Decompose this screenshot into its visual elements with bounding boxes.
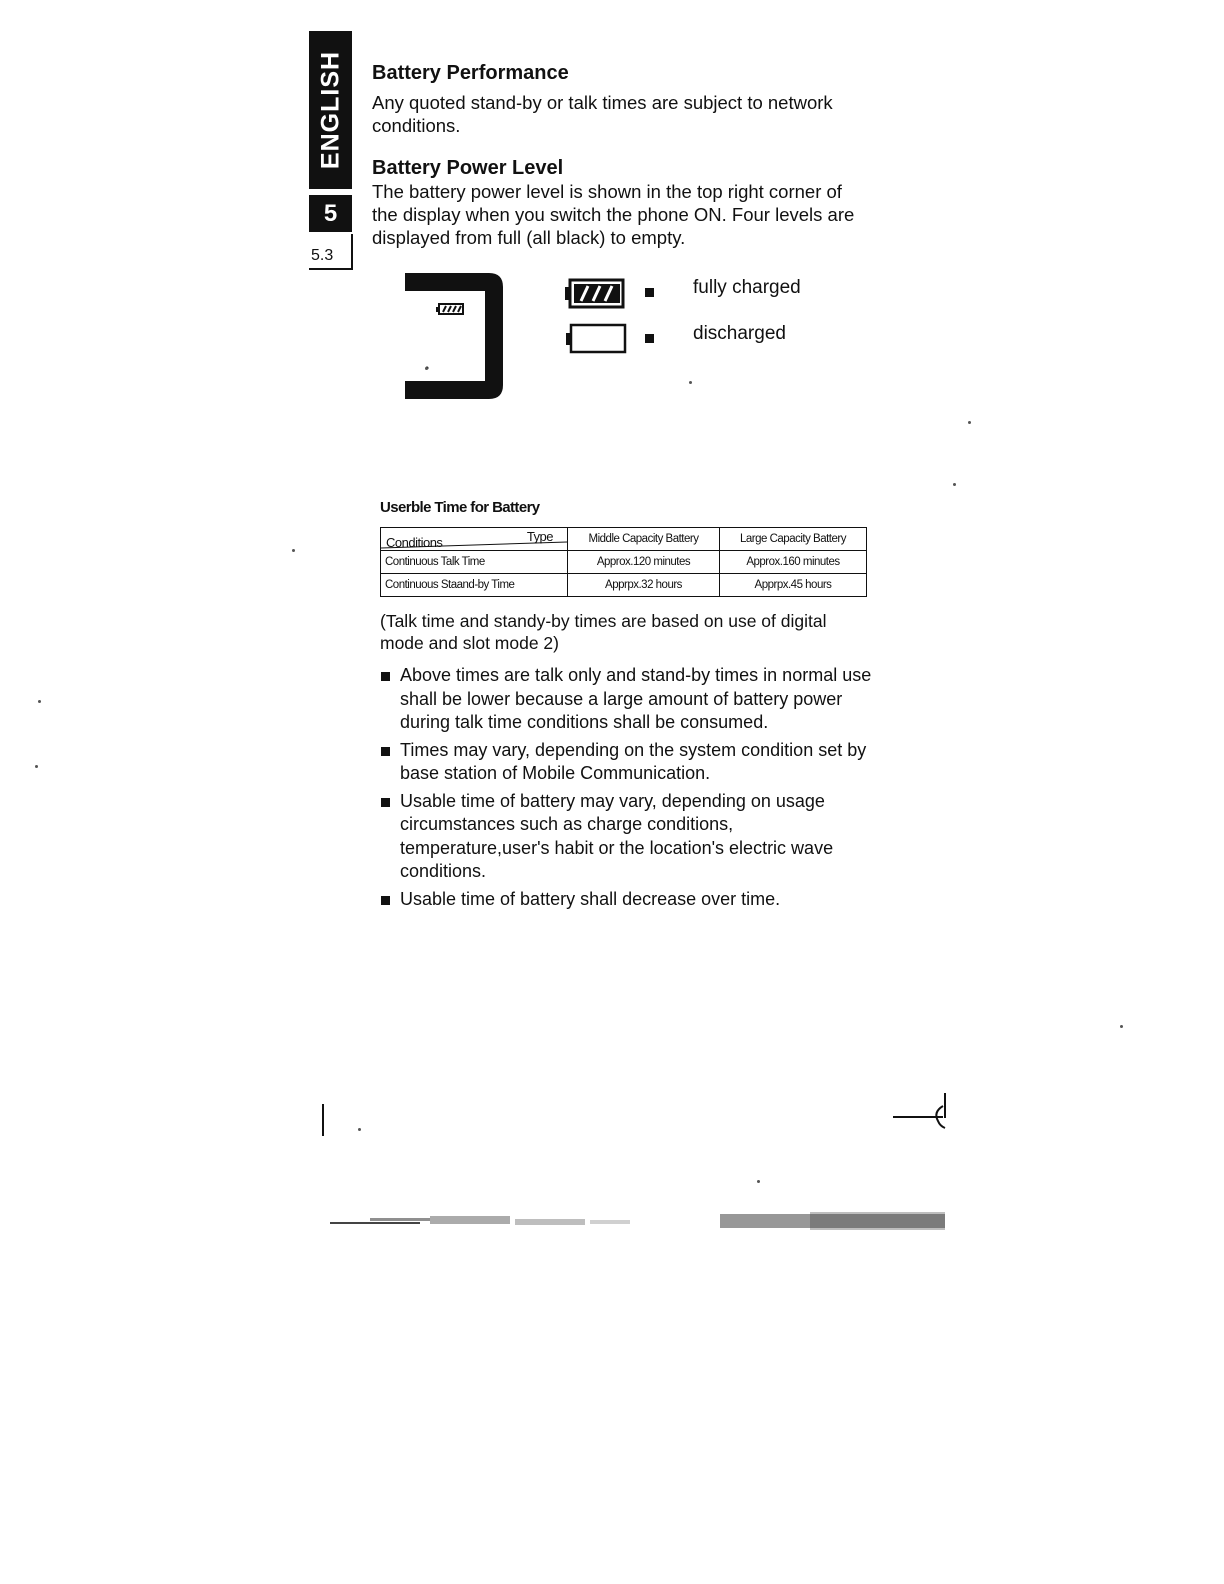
table-row <box>381 551 867 574</box>
legend-discharged-label: discharged <box>693 323 786 344</box>
section-number: 5.3 <box>311 247 334 264</box>
scan-speck <box>953 483 956 486</box>
row-middle-value: Approx.120 minutes <box>568 551 720 574</box>
section-rule <box>309 268 353 270</box>
bullet-icon <box>381 672 390 681</box>
bullet-icon <box>381 896 390 905</box>
scan-mark-line <box>322 1104 324 1136</box>
list-item <box>380 664 885 735</box>
scan-speck <box>358 1128 361 1131</box>
scan-speck <box>757 1180 760 1183</box>
header-type-label: Type <box>526 529 553 544</box>
row-condition: Continuous Talk Time <box>381 551 568 574</box>
header-diagonal-cell <box>381 528 568 551</box>
table-row <box>381 574 867 597</box>
scan-speck <box>38 700 41 703</box>
table-header-row <box>381 528 867 551</box>
list-item <box>380 739 885 786</box>
notes-list <box>380 664 885 915</box>
battery-performance-heading: Battery Performance <box>372 62 569 84</box>
scan-speck <box>425 367 428 370</box>
row-large-value: Apprpx.45 hours <box>720 574 867 597</box>
battery-time-table <box>380 527 867 597</box>
battery-performance-section <box>372 62 862 137</box>
header-large-capacity: Large Capacity Battery <box>720 528 867 551</box>
battery-full-icon <box>564 278 626 310</box>
bullet-icon <box>381 798 390 807</box>
row-middle-value: Apprpx.32 hours <box>568 574 720 597</box>
table-title: Userble Time for Battery <box>380 499 540 516</box>
battery-power-level-heading: Battery Power Level <box>372 157 564 179</box>
list-item <box>380 790 885 884</box>
header-middle-capacity: Middle Capacity Battery <box>568 528 720 551</box>
row-large-value: Approx.160 minutes <box>720 551 867 574</box>
chapter-number: 5 <box>309 195 352 232</box>
battery-empty-icon <box>564 323 628 355</box>
scan-speck <box>35 765 38 768</box>
crop-mark <box>893 1088 948 1133</box>
list-item-text: Usable time of battery shall decrease over time. <box>400 888 781 909</box>
legend-bullet <box>645 288 654 297</box>
legend-bullet <box>645 334 654 343</box>
legend-fully-charged-label: fully charged <box>693 277 801 298</box>
battery-performance-text: Any quoted stand-by or talk times are subject to network conditions. <box>372 92 833 136</box>
scan-speck <box>292 549 295 552</box>
scan-speck <box>1120 1025 1123 1028</box>
language-tab <box>309 31 352 189</box>
scan-speck <box>689 381 692 384</box>
list-item <box>380 888 885 912</box>
battery-power-level-section <box>372 157 862 249</box>
list-item-text: Above times are talk only and stand-by times in normal use shall be lower because a large amount of battery power during talk time conditions shall be consumed. <box>400 665 872 732</box>
list-item-text: Usable time of battery may vary, depending on usage circumstances such as charge conditions, temperature,user's habit or the location's electric wave conditions. <box>400 790 834 881</box>
scan-noise-strip <box>330 1210 945 1234</box>
header-conditions-label: Conditions <box>386 535 443 550</box>
row-condition: Continuous Staand-by Time <box>381 574 568 597</box>
scan-speck <box>968 421 971 424</box>
phone-display-illustration <box>405 273 503 399</box>
table-note: (Talk time and standy-by times are based on use of digital mode and slot mode 2) <box>380 611 827 653</box>
bullet-icon <box>381 747 390 756</box>
display-battery-icon <box>436 304 463 314</box>
battery-power-level-text: The battery power level is shown in the top right corner of the display when you switch the phone ON. Four levels are displayed from full (all black) to empty. <box>372 181 855 248</box>
section-rule-vertical <box>351 234 353 270</box>
language-tab-label: ENGLISH <box>316 50 344 170</box>
list-item-text: Times may vary, depending on the system condition set by base station of Mobile Communication. <box>400 739 867 783</box>
